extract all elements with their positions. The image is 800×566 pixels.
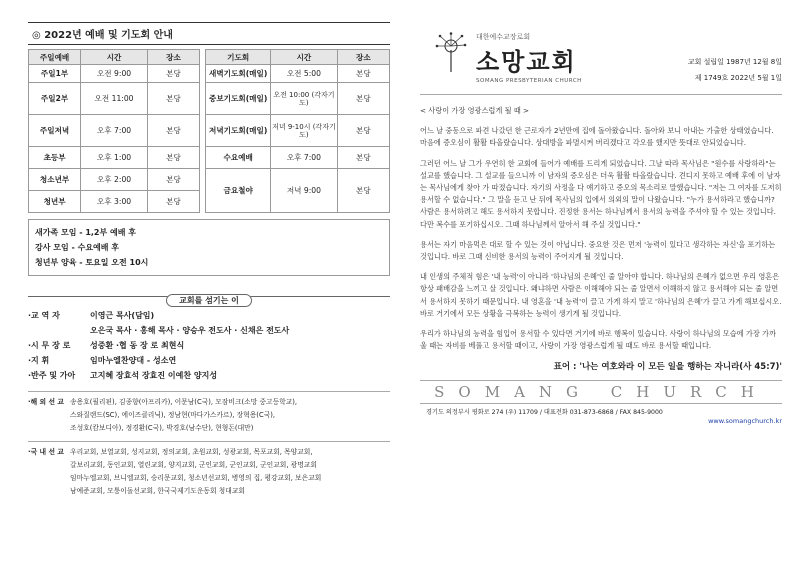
meetings-box xyxy=(28,219,390,276)
table-row xyxy=(29,65,390,83)
worship-time: 오전 9:00 xyxy=(81,65,148,83)
worship-name: 주일2부 xyxy=(29,83,81,115)
footer-address: 경기도 의정부시 평화로 274 (우) 11709 / 대표전화 031-873-6868 / FAX 845-9000 xyxy=(426,409,663,417)
meeting-item: 새가족 모임 - 1,2부 예배 후 xyxy=(35,228,136,237)
motto-verse: 표어 : '나는 여호와라 이 모든 일을 행하는 자니라(사 45:7)' xyxy=(553,362,782,373)
mission-label: ·국 내 선 교 xyxy=(28,448,64,456)
schedule-table xyxy=(28,49,390,213)
prayer-time: 오후 7:00 xyxy=(271,147,338,169)
table-row xyxy=(29,83,390,115)
worship-name: 초등부 xyxy=(29,147,81,169)
worship-time: 오후 7:00 xyxy=(81,115,148,147)
dandelion-logo-icon xyxy=(434,32,468,72)
column-gap xyxy=(200,191,206,213)
staff-value: 임마누엘찬양대 - 성소연 xyxy=(90,356,177,365)
table-row xyxy=(29,169,390,191)
worship-name: 주일1부 xyxy=(29,65,81,83)
mission-list xyxy=(70,396,297,435)
col-header: 장소 xyxy=(147,50,199,65)
staff-value: 이영근 목사(담임) xyxy=(90,311,155,320)
col-header: 기도회 xyxy=(206,50,271,65)
prayer-time: 오전 5:00 xyxy=(271,65,338,83)
worship-time: 오전 11:00 xyxy=(81,83,148,115)
staff-value: 성중환 ·협 동 장 로 최현식 xyxy=(90,341,185,350)
article-paragraph: 내 인생의 주체적 힘은 '내 능력'이 아니라 '하나님의 은혜'인 줄 알아야 합니다. 하나님의 은혜가 없으면 우리 영혼은 항상 패배감을 느끼고 살 것입니다. 왜냐하면 사람은 이해해야 되는 줄 알면서 이해하지 않고 용서해야 되는 줄 알면서 용서하지 못하기 때문입니다. 내 영혼을 '내 능력'이 끌고 가게 하지 말고 '하나님의 은혜'가 끌고 가게 해보십시오. 바로 거기에서 모든 상황을 극복하는 능력이 생기게 될 것입니다. xyxy=(420,272,782,318)
church-english-name: SOMANG PRESBYTERIAN CHURCH xyxy=(476,78,582,84)
staff-row xyxy=(28,368,390,383)
article-title: < 사랑이 가장 영광스럽게 될 때 > xyxy=(420,106,530,115)
mission-line: 우리교회, 보열교회, 성지교회, 정의교회, 초원교회, 성광교회, 목포교회, 목양교회, xyxy=(70,448,313,456)
worship-place: 본당 xyxy=(147,191,199,213)
prayer-place: 본당 xyxy=(337,169,389,213)
prayer-place: 본당 xyxy=(337,147,389,169)
article-paragraph: 용서는 자기 마음먹은 대로 할 수 있는 것이 아닙니다. 중요한 것은 먼저 '능력이 있다고 생각하는 자신'을 포기하는 것입니다. 바로 그때 신비한 용서의 능력이 주어지게 될 것입니다. xyxy=(420,239,776,262)
col-header: 주일예배 xyxy=(29,50,81,65)
missions-section xyxy=(28,391,390,498)
mission-label: ·해 외 선 교 xyxy=(28,398,64,406)
prayer-time: 저녁 9-10시 (각자기도) xyxy=(271,115,338,147)
church-name: 소망교회 xyxy=(476,47,577,76)
col-header: 시간 xyxy=(271,50,338,65)
worship-time: 오후 2:00 xyxy=(81,169,148,191)
prayer-name: 새벽기도회(매일) xyxy=(206,65,271,83)
bulletin-info xyxy=(688,54,782,86)
issue-number: 제 1749호 2022년 5월 1일 xyxy=(694,74,782,82)
mission-line: 임마누엘교회, 브니엘교회, 승리문교회, 청소년선교회, 병영의 집, 평강교회, 보은교회 xyxy=(70,474,322,482)
denomination-label: 대한예수교장로회 xyxy=(476,33,531,41)
staff-row xyxy=(28,338,390,353)
staff-label: ·지 휘 xyxy=(28,356,50,365)
article-paragraph: 우리가 하나님의 능력을 힘입어 용서할 수 있다면 거기에 바로 행복이 있습니다. 사랑이 하나님의 모습에 가장 가까울 때는 자비를 베풀고 용서할 때이고, 사랑이 가장 영광스럽게 될 때도 바로 용서할 때입니다. xyxy=(420,329,776,351)
prayer-place: 본당 xyxy=(337,83,389,115)
meeting-item: 청년부 양육 - 토요일 오전 10시 xyxy=(35,258,149,267)
prayer-name: 중보기도회(매일) xyxy=(206,83,271,115)
staff-value: 고지혜 장효석 장효진 이예찬 양지성 xyxy=(90,371,218,380)
serve-heading-label: 교회를 섬기는 이 xyxy=(166,294,252,307)
prayer-name: 수요예배 xyxy=(206,147,271,169)
article-paragraph: 어느 날 중동으로 파견 나갔던 한 근로자가 2년만에 집에 돌아왔습니다. 돌아와 보니 아내는 가출한 상태였습니다. 마음에 증오심이 활활 타올랐습니다. 상대방을 파멸시켜 버리겠다고 각오를 했지만 뜻대로 안되었습니다. xyxy=(420,126,774,148)
bulletin-header xyxy=(420,22,782,95)
worship-place: 본당 xyxy=(147,169,199,191)
worship-place: 본당 xyxy=(147,65,199,83)
mission-list xyxy=(70,446,321,498)
worship-time: 오후 3:00 xyxy=(81,191,148,213)
worship-place: 본당 xyxy=(147,115,199,147)
worship-name: 청년부 xyxy=(29,191,81,213)
mission-line: 갈보리교회, 동인교회, 열린교회, 양지교회, 군인교회, 군인교회, 군인교회, 광명교회 xyxy=(70,461,317,469)
worship-place: 본당 xyxy=(147,147,199,169)
sermon-article xyxy=(420,105,782,352)
col-header: 장소 xyxy=(337,50,389,65)
staff-label: ·시 무 장 로 xyxy=(28,341,71,350)
mission-line: 송용호(필리핀), 김종향(아프리카), 이문남(C국), 모잠비크(소망 중고등학교), xyxy=(70,398,298,406)
footer-church-name: SOMANG CHURCH xyxy=(420,380,782,404)
schedule-title: ◎ 2022년 예배 및 기도회 안내 xyxy=(28,22,390,45)
mission-line: 조성호(캄보디아), 정경환(C국), 박경호(남수단), 현형돈(대만) xyxy=(70,424,254,432)
right-column xyxy=(420,22,782,425)
foreign-missions xyxy=(28,396,390,435)
table-row xyxy=(29,115,390,147)
article-paragraph: 그러던 어느 날 그가 우연히 한 교회에 들어가 예배를 드리게 되었습니다. 그날 따라 목사님은 "원수를 사랑하라"는 설교를 했습니다. 그 설교를 들으니까 이 남자의 증오심은 더욱 활활 타올랐습니다. 견디지 못하고 예배 후에 이 남자는 목사님에게 찾아 가 따졌습니다. 자기의 사정을 다 얘기하고 증오의 목소리로 말했습니다. "저는 그 여자를 도저히 용서할 수 없습니다." 그 말을 듣고 난 뒤에 목사님의 입에서 의외의 말이 나왔습니다. "누가 용서하라고 했습니까? 사람은 용서하려고 해도 용서하지 못합니다. 진정한 용서는 하나님께서 용서의 능력을 주셔야 할 수 있는 것입니다. 다만 복수를 포기하십시오. 그때 하나님께서 알아서 해 주실 것입니다." xyxy=(420,158,782,229)
staff-list xyxy=(28,308,390,383)
left-column xyxy=(28,22,390,498)
founded-date: 교회 설립일 1987년 12월 8일 xyxy=(687,58,782,66)
prayer-name: 금요철야 xyxy=(206,169,271,213)
serve-heading xyxy=(28,288,390,304)
worship-place: 본당 xyxy=(147,83,199,115)
worship-time: 오후 1:00 xyxy=(81,147,148,169)
meeting-item: 강사 모임 - 수요예배 후 xyxy=(35,243,120,252)
prayer-place: 본당 xyxy=(337,115,389,147)
domestic-missions xyxy=(28,441,390,498)
table-row xyxy=(29,147,390,169)
worship-name: 주일저녁 xyxy=(29,115,81,147)
prayer-time: 오전 10:00 (각자기도) xyxy=(271,83,338,115)
schedule-header-row xyxy=(29,50,390,65)
staff-value: 오은국 목사 · 홍해 목사 · 양승우 전도사 · 신채은 전도사 xyxy=(90,326,290,335)
col-header: 시간 xyxy=(81,50,148,65)
staff-label: ·반주 및 가아 xyxy=(28,371,76,380)
mission-line: 스와질랜드(SC), 에이즈클리닉), 정남현(마다가스카르), 장혁용(C국), xyxy=(70,411,276,419)
staff-label: ·교 역 자 xyxy=(28,311,60,320)
prayer-time: 저녁 9:00 xyxy=(271,169,338,213)
staff-row xyxy=(28,308,390,323)
website-link[interactable]: www.somangchurch.kr xyxy=(708,417,782,426)
prayer-name: 저녁기도회(매일) xyxy=(206,115,271,147)
mission-line: 남예준교회, 모퉁이돌선교회, 한국국제기도운동회 청대교회 xyxy=(70,487,245,495)
staff-row xyxy=(28,353,390,368)
worship-name: 청소년부 xyxy=(29,169,81,191)
prayer-place: 본당 xyxy=(337,65,389,83)
